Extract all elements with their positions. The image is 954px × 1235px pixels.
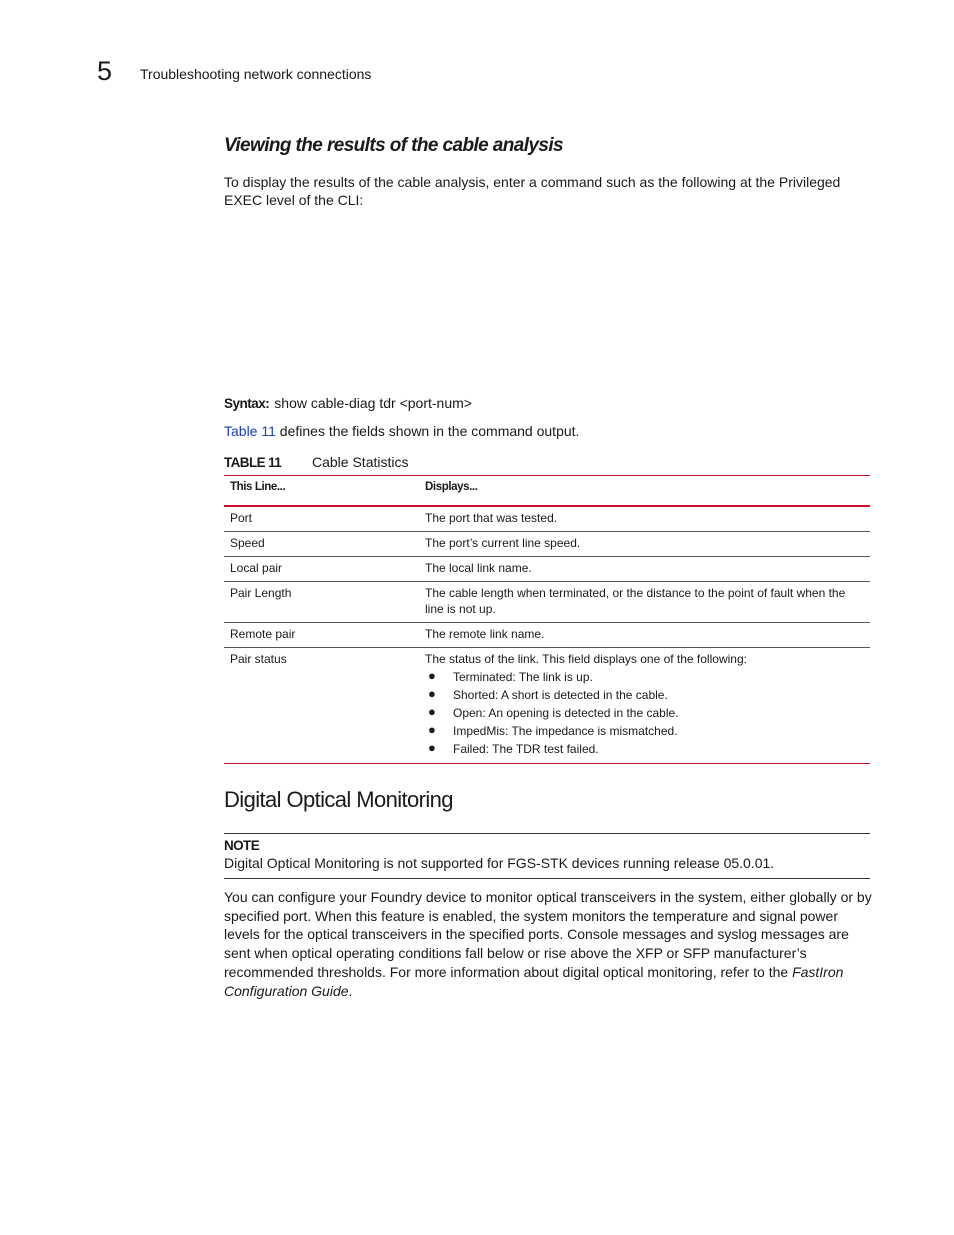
table-header-row: [224, 476, 870, 506]
note-text: Digital Optical Monitoring is not supported for FGS-STK devices running release 05.0.01.: [224, 855, 775, 871]
list-item: ● Failed: The TDR test failed.: [428, 739, 599, 756]
pair-status-description: The status of the link. This field displays one of the following:: [425, 651, 747, 666]
field-cell: Pair Length: [230, 585, 292, 600]
body-paragraph: [224, 888, 872, 1000]
table-row: [224, 531, 870, 556]
field-cell: Port: [230, 510, 253, 525]
table-header-cell: This Line...: [230, 481, 286, 493]
description-cell: The cable length when terminated, or the distance to the point of fault when the line is not up.: [425, 585, 846, 616]
note-box: [224, 833, 870, 879]
bullet-icon: ●: [428, 739, 436, 755]
subsection-title: Viewing the results of the cable analysis: [224, 135, 563, 156]
intro-paragraph: To display the results of the cable analysis, enter a command such as the following at the Privileged EXEC level of the CLI:: [224, 174, 841, 208]
table-label: TABLE 11: [224, 455, 282, 470]
description-cell: The remote link name.: [425, 626, 545, 641]
description-cell: The port that was tested.: [425, 510, 558, 525]
bullet-icon: ●: [428, 685, 436, 701]
list-item: ● Terminated: The link is up.: [428, 667, 593, 684]
field-cell: Local pair: [230, 560, 283, 575]
table-reference-text: defines the fields shown in the command output.: [275, 423, 580, 439]
list-item: ● ImpedMis: The impedance is mismatched.: [428, 721, 678, 738]
table-header-cell: Displays...: [425, 481, 478, 493]
syntax-label: Syntax:: [224, 396, 270, 411]
bullet-icon: ●: [428, 667, 436, 683]
note-label: NOTE: [224, 838, 260, 853]
table-row: [224, 581, 870, 622]
description-cell: The port’s current line speed.: [425, 535, 581, 550]
description-cell: [425, 647, 870, 763]
running-header: Troubleshooting network connections: [140, 66, 372, 82]
body-text: You can configure your Foundry device to monitor optical transceivers in the system, either globally or by specified port. When this feature is enabled, the system monitors the temperature and signal power levels for the optical transceivers in the specified ports. Console messages and syslog messages are sent when optical operating conditions fall below or rise above the XFP or SFP manufacturer’s recommended thresholds. For more information about digital optical monitoring, refer to the: [224, 889, 872, 980]
cable-statistics-table: [224, 475, 870, 764]
bullet-icon: ●: [428, 721, 436, 737]
table-row: [224, 622, 870, 647]
section-title: Digital Optical Monitoring: [224, 787, 453, 812]
guide-title: FastIron Configuration Guide: [224, 963, 844, 999]
list-item: ● Shorted: A short is detected in the cable.: [428, 685, 668, 702]
bullet-icon: ●: [428, 703, 436, 719]
field-cell: Remote pair: [230, 626, 296, 641]
table-caption: [224, 453, 408, 472]
field-cell: Pair status: [230, 651, 287, 666]
syntax-command: show cable-diag tdr <port-num>: [274, 395, 472, 411]
pair-status-list: [425, 668, 856, 758]
table-row: [224, 556, 870, 581]
syntax-line: [224, 394, 472, 413]
table-reference-link[interactable]: Table 11: [224, 423, 276, 439]
table-title: Cable Statistics: [312, 454, 409, 470]
description-cell: The local link name.: [425, 560, 532, 575]
table-row: [224, 647, 870, 763]
body-text-end: .: [348, 982, 353, 999]
table-reference-paragraph: [224, 422, 579, 440]
list-item: ● Open: An opening is detected in the cable.: [428, 703, 679, 720]
chapter-number: 5: [97, 56, 113, 86]
table-row: [224, 506, 870, 532]
field-cell: Speed: [230, 535, 265, 550]
